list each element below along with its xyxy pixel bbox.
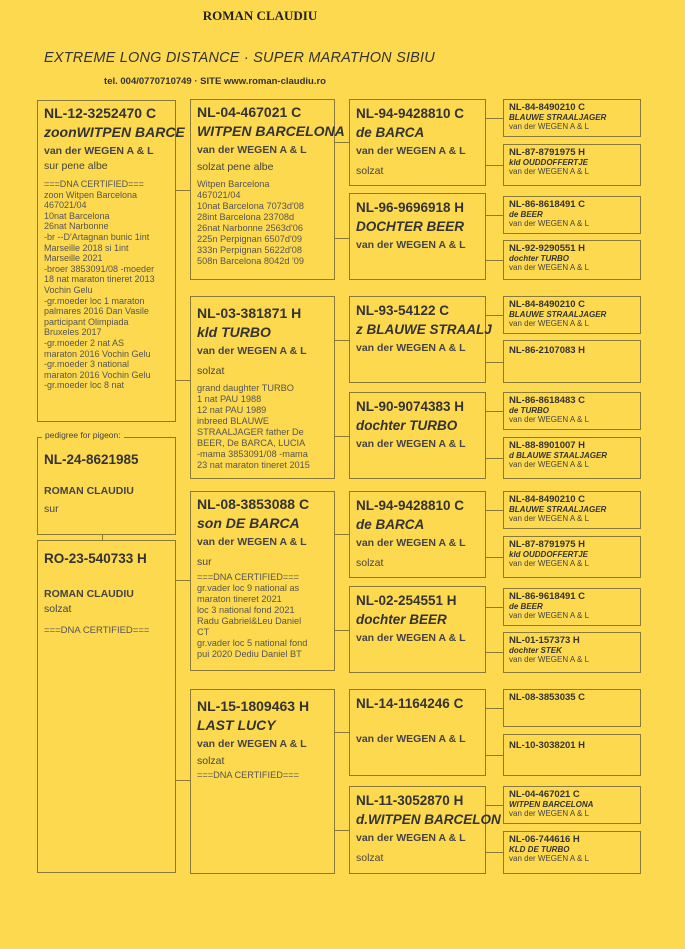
gen4-breeder: van der WEGEN A & L <box>509 611 590 620</box>
gen4-card <box>503 196 641 234</box>
gen3-breeder: van der WEGEN A & L <box>356 239 466 251</box>
gen2-color: solzat <box>197 365 225 377</box>
gen3-name: DOCHTER BEER <box>356 219 465 234</box>
connector-line <box>486 852 503 853</box>
gen4-card <box>503 786 641 824</box>
subject-pigeon-card <box>37 100 185 422</box>
gen4-name: d BLAUWE STAALJAGER <box>509 451 608 460</box>
gen3-color: solzat <box>356 852 384 864</box>
gen3-ring: NL-14-1164246 C <box>356 696 464 711</box>
connector-line <box>486 607 503 608</box>
gen3-card <box>349 296 492 383</box>
gen2-card <box>190 296 335 479</box>
gen3-card <box>349 786 501 874</box>
subject-breeder: van der WEGEN A & L <box>44 145 154 157</box>
connector-line <box>486 315 503 316</box>
pedigree-for-card <box>37 437 176 535</box>
gen4-card <box>503 734 641 776</box>
gen3-name: dochter BEER <box>356 612 447 627</box>
gen4-card <box>503 296 641 334</box>
pedigree-for-owner: ROMAN CLAUDIU <box>44 485 134 497</box>
gen3-ring: NL-96-9696918 H <box>356 200 465 215</box>
dam-ring: RO-23-540733 H <box>44 551 147 566</box>
gen4-ring: NL-86-9618491 C <box>509 591 586 602</box>
gen4-name: de BEER <box>509 210 543 219</box>
gen3-card <box>349 99 486 186</box>
gen4-breeder: van der WEGEN A & L <box>509 122 590 131</box>
connector-line <box>486 458 503 459</box>
gen4-card <box>503 831 641 874</box>
gen2-color: solzat <box>197 755 225 767</box>
gen3-ring: NL-02-254551 H <box>356 593 457 608</box>
gen4-card <box>503 491 641 529</box>
connector-line <box>335 732 349 733</box>
gen4-breeder: van der WEGEN A & L <box>509 854 590 863</box>
gen4-name: dochter STEK <box>509 646 562 655</box>
gen4-ring: NL-84-8490210 C <box>509 102 586 113</box>
gen4-name: KLD DE TURBO <box>509 845 570 854</box>
connector-line <box>335 534 349 535</box>
dam-notes: ===DNA CERTIFIED=== <box>44 625 150 636</box>
gen2-breeder: van der WEGEN A & L <box>197 738 307 750</box>
gen4-ring: NL-06-744616 H <box>509 834 580 845</box>
connector-line <box>486 708 503 709</box>
gen4-card <box>503 392 641 430</box>
gen4-card <box>503 437 641 479</box>
connector-line <box>486 805 503 806</box>
pedigree-for-color: sur <box>44 503 59 515</box>
gen3-name: de BARCA <box>356 125 425 140</box>
gen4-ring: NL-87-8791975 H <box>509 539 586 550</box>
gen2-name: LAST LUCY <box>197 717 276 733</box>
gen4-ring: NL-86-8618491 C <box>509 199 586 210</box>
connector-line <box>486 510 503 511</box>
gen2-name: WITPEN BARCELONA <box>197 123 345 139</box>
gen2-breeder: van der WEGEN A & L <box>197 144 307 156</box>
gen4-breeder: van der WEGEN A & L <box>509 559 590 568</box>
pedigree-for-ring: NL-24-8621985 <box>44 452 139 467</box>
gen3-breeder: van der WEGEN A & L <box>356 733 466 745</box>
gen4-card <box>503 689 641 727</box>
gen4-breeder: van der WEGEN A & L <box>509 514 590 523</box>
gen4-card <box>503 144 641 186</box>
gen4-breeder: van der WEGEN A & L <box>509 415 590 424</box>
gen2-ring: NL-15-1809463 H <box>197 698 310 714</box>
gen2-card <box>190 491 335 671</box>
gen3-color: solzat <box>356 557 384 569</box>
gen3-name: dochter TURBO <box>356 418 458 433</box>
connector-line <box>176 380 190 381</box>
gen4-name: kld OUDDOFFERTJE <box>509 158 588 167</box>
gen4-ring: NL-84-8490210 C <box>509 494 586 505</box>
dam-owner: ROMAN CLAUDIU <box>44 588 134 600</box>
gen2-card <box>190 689 335 874</box>
connector-line <box>335 142 349 143</box>
gen2-ring: NL-03-381871 H <box>197 305 302 321</box>
subject-name: zoonWITPEN BARCE <box>44 124 185 140</box>
gen4-ring: NL-92-9290551 H <box>509 243 586 254</box>
connector-line <box>486 165 503 166</box>
gen4-ring: NL-88-8901007 H <box>509 440 586 451</box>
contact-line: tel. 004/0770710749 · SITE www.roman-claudiu.ro <box>104 76 326 87</box>
connector-line <box>486 411 503 412</box>
gen3-card <box>349 392 486 479</box>
gen2-color: sur <box>197 556 212 568</box>
gen2-name: kld TURBO <box>197 324 271 340</box>
gen3-name: de BARCA <box>356 517 425 532</box>
subject-color: sur pene albe <box>44 160 108 172</box>
connector-line <box>102 535 103 540</box>
gen4-breeder: van der WEGEN A & L <box>509 655 590 664</box>
gen2-card <box>190 99 345 280</box>
connector-line <box>486 557 503 558</box>
gen3-card <box>349 491 486 578</box>
gen4-ring: NL-08-3853035 C <box>509 692 586 703</box>
gen4-ring: NL-84-8490210 C <box>509 299 586 310</box>
gen4-ring: NL-86-8618483 C <box>509 395 586 406</box>
gen3-breeder: van der WEGEN A & L <box>356 537 466 549</box>
gen3-breeder: van der WEGEN A & L <box>356 438 466 450</box>
gen3-breeder: van der WEGEN A & L <box>356 145 466 157</box>
gen4-breeder: van der WEGEN A & L <box>509 319 590 328</box>
gen4-breeder: van der WEGEN A & L <box>509 263 590 272</box>
gen4-name: BLAUWE STRAALJAGER <box>509 505 607 514</box>
gen4-breeder: van der WEGEN A & L <box>509 460 590 469</box>
connector-line <box>486 755 503 756</box>
connector-line <box>335 238 349 239</box>
gen4-breeder: van der WEGEN A & L <box>509 219 590 228</box>
gen3-name: d.WITPEN BARCELON <box>356 812 501 827</box>
gen4-name: BLAUWE STRAALJAGER <box>509 310 607 319</box>
gen4-ring: NL-86-2107083 H <box>509 345 586 356</box>
pedigree-for-label: pedigree for pigeon: <box>42 430 124 440</box>
gen4-ring: NL-01-157373 H <box>509 635 580 646</box>
gen3-color: solzat <box>356 165 384 177</box>
gen4-card <box>503 588 641 626</box>
gen4-breeder: van der WEGEN A & L <box>509 809 590 818</box>
dam-pigeon-card <box>37 540 176 873</box>
subject-ring: NL-12-3252470 C <box>44 105 157 121</box>
connector-line <box>176 780 190 781</box>
gen3-breeder: van der WEGEN A & L <box>356 632 466 644</box>
gen3-name: z BLAUWE STRAALJ <box>356 322 492 337</box>
gen4-card <box>503 340 641 383</box>
gen4-name: BLAUWE STRAALJAGER <box>509 113 607 122</box>
subject-notes: ===DNA CERTIFIED=== zoon Witpen Barcelona 467021/04 10nat Barcelona 26nat Narbonne -br --D'Artagnan bunic 1int Marseille 2018 si 1int Marseille 2021 -broer 3853091/08 -moeder 18 nat maraton tineret 2013 Vochin Gelu -gr.moeder loc 1 maraton palmares 2016 Dan Vasile participant Olimpiada Bruxeles 2017 -gr.moeder 2 nat AS maraton 2016 Vochin Gelu -gr.moeder 3 national maraton 2016 Vochin Gelu -gr.moeder loc 8 nat <box>44 179 155 391</box>
gen2-breeder: van der WEGEN A & L <box>197 345 307 357</box>
gen2-notes: grand daughter TURBO 1 nat PAU 1988 12 nat PAU 1989 inbreed BLAUWE STRAALJAGER father De BEER, De BARCA, LUCIA -mama 3853091/08 -mama 23 nat maraton tineret 2015 <box>197 383 310 470</box>
gen2-name: son DE BARCA <box>197 515 300 531</box>
gen3-card <box>349 586 486 673</box>
gen4-name: de TURBO <box>509 406 549 415</box>
dam-color: solzat <box>44 603 72 615</box>
gen2-notes: ===DNA CERTIFIED=== gr.vader loc 9 national as maraton tineret 2021 loc 3 national fond 2021 Radu Gabriel&Leu Daniel CT gr.vader loc 5 national fond pui 2020 Dediu Daniel BT <box>197 572 308 659</box>
gen2-breeder: van der WEGEN A & L <box>197 536 307 548</box>
gen4-card <box>503 632 641 673</box>
page-title: ROMAN CLAUDIU <box>202 8 318 23</box>
gen2-notes: Witpen Barcelona 467021/04 10nat Barcelona 7073d'08 28int Barcelona 23708d 26nat Narbonne 2563d'06 225n Perpignan 6507d'09 333n Perpignan 5622d'08 508n Barcelona 8042d '09 <box>197 179 304 266</box>
page-subtitle: EXTREME LONG DISTANCE · SUPER MARATHON SIBIU <box>44 50 435 66</box>
gen4-ring: NL-87-8791975 H <box>509 147 586 158</box>
gen3-card <box>349 193 486 280</box>
gen3-ring: NL-11-3052870 H <box>356 793 464 808</box>
gen4-card <box>503 240 641 280</box>
gen3-ring: NL-93-54122 C <box>356 303 450 318</box>
gen3-card <box>349 689 486 776</box>
connector-line <box>486 362 503 363</box>
connector-line <box>486 652 503 653</box>
gen4-name: de BEER <box>509 602 543 611</box>
connector-line <box>486 215 503 216</box>
gen4-name: kld OUDDOFFERTJE <box>509 550 588 559</box>
gen2-ring: NL-04-467021 C <box>197 104 302 120</box>
gen4-card <box>503 536 641 578</box>
gen3-ring: NL-94-9428810 C <box>356 106 465 121</box>
gen3-breeder: van der WEGEN A & L <box>356 832 466 844</box>
connector-line <box>335 436 349 437</box>
gen3-breeder: van der WEGEN A & L <box>356 342 466 354</box>
gen4-ring: NL-04-467021 C <box>509 789 580 800</box>
gen2-ring: NL-08-3853088 C <box>197 496 310 512</box>
connector-line <box>335 830 349 831</box>
gen3-ring: NL-90-9074383 H <box>356 399 465 414</box>
connector-line <box>176 580 190 581</box>
connector-line <box>335 340 349 341</box>
gen3-ring: NL-94-9428810 C <box>356 498 465 513</box>
gen2-color: solzat pene albe <box>197 161 274 173</box>
connector-line <box>486 118 503 119</box>
gen4-card <box>503 99 641 137</box>
gen4-name: WITPEN BARCELONA <box>509 800 594 809</box>
gen4-name: dochter TURBO <box>509 254 569 263</box>
connector-line <box>335 630 349 631</box>
gen4-breeder: van der WEGEN A & L <box>509 167 590 176</box>
gen2-notes: ===DNA CERTIFIED=== <box>197 770 299 780</box>
connector-line <box>176 190 190 191</box>
connector-line <box>486 260 503 261</box>
gen4-ring: NL-10-3038201 H <box>509 740 586 751</box>
